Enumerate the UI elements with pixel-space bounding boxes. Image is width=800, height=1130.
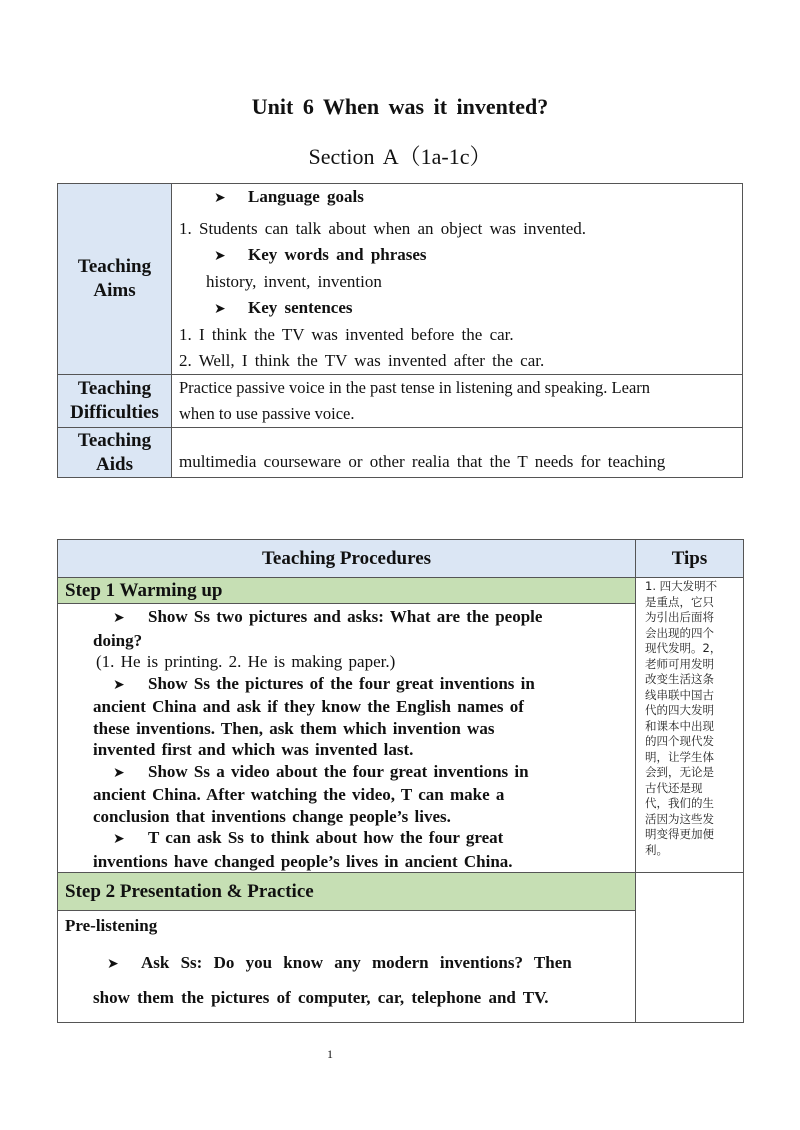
language-goals-heading: ➤ Language goals: [172, 184, 742, 211]
tips-line: 为引出后面将: [645, 610, 714, 624]
tips-line: 明变得更加便: [645, 827, 714, 841]
procedures-heading: Teaching Procedures: [58, 540, 636, 578]
teaching-difficulties-label: [58, 375, 172, 428]
list-item: ➤ Show Ss two pictures and asks: What are the people: [93, 606, 635, 630]
tips-line: 会出现的四个: [645, 625, 714, 640]
table-row: [58, 540, 744, 578]
arrowhead-bullet-icon: ➤: [214, 248, 226, 264]
list-item: conclusion that inventions change people’s lives.: [93, 806, 451, 826]
tips-line: 的四个现代发: [645, 734, 714, 748]
list-item: ancient China. After watching the video, T can make a: [93, 785, 505, 804]
tips-line: 改变生活这条: [645, 672, 714, 686]
tips-line: 明，让学生体: [645, 749, 714, 764]
list-item: invented first and which was invented last.: [93, 740, 414, 759]
key-words-heading: ➤ Key words and phrases: [172, 242, 742, 269]
key-sentence-2: 2. Well, I think the TV was invented after the car.: [179, 351, 545, 370]
teaching-procedures-table: [57, 539, 744, 1023]
step2-heading: Step 2 Presentation & Practice: [58, 873, 636, 911]
difficulties-line: when to use passive voice.: [179, 404, 355, 423]
step1-content: [58, 604, 636, 873]
tips-line: 线串联中国古: [645, 687, 714, 702]
page-subtitle: Section A（1a-1c）: [308, 144, 492, 169]
list-item: ➤ Show Ss the pictures of the four great inventions in: [93, 673, 635, 697]
arrowhead-bullet-icon: ➤: [214, 190, 226, 206]
language-goal-1: 1. Students can talk about when an object was invented.: [179, 219, 587, 238]
arrowhead-bullet-icon: ➤: [214, 301, 226, 317]
key-sentences-heading: ➤ Key sentences: [172, 295, 742, 322]
page-title: Unit 6 When was it invented?: [251, 94, 549, 119]
table-row: [58, 184, 743, 375]
list-item: show them the pictures of computer, car, telephone and TV.: [93, 988, 549, 1007]
teaching-aids-label: [58, 428, 172, 478]
tips-line: 和课本中出现: [645, 718, 714, 733]
teaching-aims-content: [172, 184, 743, 375]
tips-line: 老师可用发明: [645, 656, 714, 671]
tips-heading: Tips: [636, 540, 744, 578]
list-item: (1. He is printing. 2. He is making paper.): [96, 652, 396, 671]
key-words: history, invent, invention: [206, 272, 382, 291]
key-sentence-1: 1. I think the TV was invented before the car.: [179, 325, 514, 344]
tips-line: 代，我们的生: [645, 796, 714, 810]
label-line: Teaching: [77, 429, 152, 451]
label-line: Teaching: [77, 378, 152, 399]
tips-cell: [636, 578, 744, 873]
arrowhead-bullet-icon: ➤: [113, 831, 125, 847]
step1-heading: Step 1 Warming up: [58, 578, 636, 604]
table-row: [58, 375, 743, 428]
label-line: Difficulties: [70, 402, 159, 423]
label-line: Aims: [93, 280, 136, 301]
difficulties-line: Practice passive voice in the past tense in listening and speaking. Learn: [179, 378, 651, 397]
tips-line: 是重点，它只: [645, 594, 714, 609]
table-row: [58, 428, 743, 478]
teaching-aims-label: [58, 184, 172, 375]
teaching-aims-table: [57, 183, 743, 478]
list-item: ➤ T can ask Ss to think about how the four great: [93, 827, 635, 851]
table-row: [58, 873, 744, 911]
teaching-aids-content: [172, 428, 743, 478]
teaching-difficulties-content: [172, 375, 743, 428]
tips-empty-cell: [636, 873, 744, 1023]
label-line: Teaching: [77, 256, 152, 277]
arrowhead-bullet-icon: ➤: [113, 676, 125, 693]
tips-line: 代的四大发明: [645, 703, 714, 717]
tips-line: 利。: [645, 842, 668, 857]
list-item: ancient China and ask if they know the English names of: [93, 697, 524, 716]
tips-line: 活因为这些发: [645, 811, 714, 826]
arrowhead-bullet-icon: ➤: [113, 610, 125, 626]
aids-text: multimedia courseware or other realia that the T needs for teaching: [179, 452, 666, 471]
tips-line: 现代发明。2，: [645, 641, 722, 655]
tips-line: 会到，无论是: [645, 765, 714, 779]
list-item: doing?: [93, 630, 143, 650]
pre-listening-label: Pre-listening: [65, 916, 158, 935]
tips-line: 古代还是现: [645, 780, 703, 795]
table-row: [58, 578, 744, 604]
list-item: these inventions. Then, ask them which invention was: [93, 718, 495, 738]
list-item: inventions have changed people’s lives in ancient China.: [93, 851, 513, 871]
tips-line: 1. 四大发明不: [645, 579, 718, 593]
list-item: ➤ Show Ss a video about the four great inventions in: [93, 761, 635, 785]
label-line: Aids: [96, 453, 133, 475]
page-number: 1: [327, 1047, 333, 1061]
step2-content: [58, 911, 636, 1023]
arrowhead-bullet-icon: ➤: [107, 956, 119, 972]
list-item: ➤ Ask Ss: Do you know any modern inventions? Then: [65, 946, 635, 981]
arrowhead-bullet-icon: ➤: [113, 764, 125, 781]
